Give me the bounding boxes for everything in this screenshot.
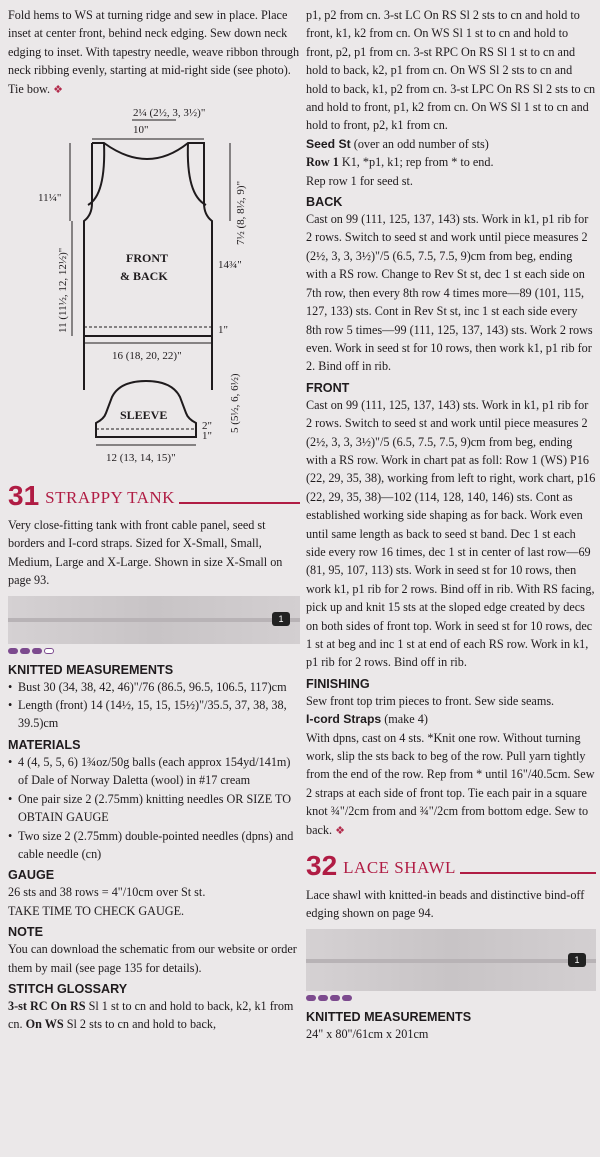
- pattern-name: LACE SHAWL: [343, 858, 456, 878]
- pattern-name: STRAPPY TANK: [45, 488, 175, 508]
- sleeve-label: SLEEVE: [120, 408, 168, 423]
- title-rule: [460, 872, 596, 874]
- pattern-number: 31: [8, 480, 40, 512]
- front-text: Cast on 99 (111, 125, 137, 143) sts. Work in k1, p1 rib for 2 rows. Switch to seed st and work until piece measures 2 (2½, 3, 3, 3½)"/5 (6.5, 7.5, 7.5, 9)cm from beg, ending with a RS row. Work in chart pat as foll: Row 1 (WS) P16 (22, 29, 35, 38), working from left to right, work chart, p16 (22, 29, 35, 38)—102 (114, 128, 140, 146) sts. Cont as established working side shaping as for back. Work even until same length as back to seed st band. Dec 1 st each side every row 16 times, dec 1 st in center of last row—69 (81, 95, 107, 113) sts. Work in seed st for 10 rows, then work k1, p1 rib for 2 rows. Bind off in rib. With RS facing, pick up and knit 15 sts at the sloped edge created by decs on both sides of front top. Work in seed st for 10 rows, dec 1 st at beg and inc 1 st at end of each RS row. Work in k1, p1 rib for 2 rows. Bind off in rib.: [306, 397, 596, 670]
- pattern-31-title: [8, 482, 300, 510]
- gauge-heading: GAUGE: [8, 868, 55, 883]
- materials-heading: MATERIALS: [8, 737, 81, 752]
- pattern-32-title: [306, 852, 596, 880]
- list-item: • One pair size 2 (2.75mm) knitting needles OR SIZE TO OBTAIN GAUGE: [8, 790, 300, 827]
- knitted-measurements-heading: KNITTED MEASUREMENTS: [8, 662, 174, 677]
- pattern-32-description: Lace shawl with knitted-in beads and distinctive bind-off edging shown on page 94.: [306, 888, 585, 921]
- hem-label: 1": [218, 324, 228, 337]
- finishing-heading: FINISHING: [306, 676, 370, 691]
- list-item: • Bust 30 (34, 38, 42, 46)"/76 (86.5, 96.5, 106.5, 117)cm: [8, 678, 300, 696]
- sleeve-cuff-label: 2": [202, 420, 212, 433]
- armhole-depth-label: 7½ (8, 8½, 9)": [235, 180, 247, 246]
- finishing-text: Sew front top trim pieces to front. Sew side seams.: [306, 693, 555, 708]
- front-heading: FRONT: [306, 380, 350, 395]
- length-label: 11 (11½, 12, 12½)": [57, 247, 69, 334]
- stitch-glossary-text: 3-st RC On RS Sl 1 st to cn and hold to back, k2, k1 from cn. On WS Sl 2 sts to cn and hold to back,: [8, 998, 294, 1032]
- body-label-front: FRONT: [126, 251, 168, 266]
- list-item: • Length (front) 14 (14½, 15, 15, 15½)"/35.5, 37, 38, 38, 39.5)cm: [8, 696, 300, 733]
- neck-width-label: 10": [133, 124, 149, 137]
- top-width-label: 2¼ (2½, 3, 3½)": [133, 107, 206, 120]
- intro-text: Fold hems to WS at turning ridge and sew in place. Place inset at center front, behind neck edging. Sew down neck edging to inset. With tapestry needle, weave ribbon through neck ribbing evenly, starting at mid-right side (see photo). Tie bow. ❖: [8, 8, 300, 96]
- seed-st-row: Row 1 K1, *p1, k1; rep from * to end.: [306, 155, 494, 170]
- back-heading: BACK: [306, 195, 343, 210]
- skill-level-icon: [8, 648, 300, 654]
- title-rule: [179, 502, 300, 504]
- length-right-label: 14¾": [218, 259, 242, 272]
- measurements-list: [8, 678, 300, 733]
- end-diamond-icon: ❖: [335, 824, 345, 837]
- yarn-swatch-image: [306, 929, 596, 991]
- stitch-glossary-heading: STITCH GLOSSARY: [8, 981, 128, 996]
- sleeve-height-label: 5 (5½, 6, 6½)": [229, 373, 241, 434]
- gauge-check: TAKE TIME TO CHECK GAUGE.: [8, 903, 185, 918]
- sleeve-width-label: 12 (13, 14, 15)": [106, 452, 176, 465]
- list-item: • 4 (4, 5, 5, 6) 1¾oz/50g balls (each approx 154yd/141m) of Dale of Norway Daletta (wool) in #17 cream: [8, 753, 300, 790]
- sleeve-schematic: [8, 373, 300, 473]
- back-text: Cast on 99 (111, 125, 137, 143) sts. Work in k1, p1 rib for 2 rows. Switch to seed st and work until piece measures 2 (2½, 3, 3, 3½)"/5 (6.5, 7.5, 7.5, 9)cm from beg, ending with a RS row. Change to Rev St st, dec 1 st each side on 7th row, then every 8th row 4 times more—89 (101, 115, 127, 133) sts. Cont in Rev St st, inc 1 st each side every 8th row 5 times—99 (111, 125, 137, 143) sts. Work 2 rows even. Work in seed st for 10 rows, then work k1, p1 rib for 2. Bind off in rib.: [306, 212, 593, 374]
- armhole-left-label: 11¼": [38, 192, 62, 205]
- note-heading: NOTE: [8, 925, 43, 940]
- pattern-31-description: Very close-fitting tank with front cable panel, seed st borders and I-cord straps. Sized for X-Small, Small, Medium, Large and X-Large. Shown in size X-Small on page 93.: [8, 518, 283, 588]
- skill-level-icon: [306, 995, 596, 1001]
- sleeve-hem-label: 1": [202, 430, 212, 443]
- note-text: You can download the schematic from our website or order them by mail (see page 135 for details).: [8, 942, 297, 975]
- end-diamond-icon: ❖: [53, 83, 64, 96]
- materials-list: [8, 753, 300, 863]
- list-item: • Two size 2 (2.75mm) double-pointed needles (dpns) and cable needle (cn): [8, 827, 300, 864]
- icord-title: I-cord Straps (make 4): [306, 712, 428, 727]
- knitted-measurements-text: 24" x 80"/61cm x 201cm: [306, 1026, 429, 1041]
- body-label-back: & BACK: [120, 269, 168, 284]
- gauge-text: 26 sts and 38 rows = 4"/10cm over St st.: [8, 885, 206, 900]
- pattern-number: 32: [306, 850, 338, 882]
- bottom-width-label: 16 (18, 20, 22)": [112, 350, 182, 363]
- yarn-swatch-image: [8, 596, 300, 644]
- glossary-continued: p1, p2 from cn. 3-st LC On RS Sl 2 sts to cn and hold to front, k1, k2 from cn. On WS Sl 1 st to cn and hold to front, p2, p1 from cn. 3-st RPC On RS Sl 1 st to cn and hold to back, k2, p1 from cn. On WS Sl 2 sts to cn and hold to back, k1, p2 from cn. 3-st LPC On RS Sl 2 sts to cn and hold to front, p1, k2 from cn. On WS Sl 1 st to cn and hold to front, p2, k1 from cn.: [306, 8, 596, 133]
- icord-text: With dpns, cast on 4 sts. *Knit one row. Without turning work, slip the sts back to beg of the row. Pull yarn tightly from the end of the row. Rep from * until 16"/40.5cm. Sew 2 straps at each side of front top. Tie each pair in a square knot ¾"/2cm from and ¾"/2cm from bottom edge. Sew to back. ❖: [306, 730, 595, 837]
- yarn-weight-icon: 1: [568, 953, 586, 967]
- knitted-measurements-heading: KNITTED MEASUREMENTS: [306, 1009, 472, 1024]
- yarn-weight-icon: 1: [272, 612, 290, 626]
- left-column: [8, 6, 300, 1034]
- seed-st-repeat: Rep row 1 for seed st.: [306, 173, 413, 188]
- right-column: [306, 6, 596, 1043]
- seed-st-title: Seed St (over an odd number of sts): [306, 136, 489, 151]
- front-back-schematic: [8, 105, 300, 390]
